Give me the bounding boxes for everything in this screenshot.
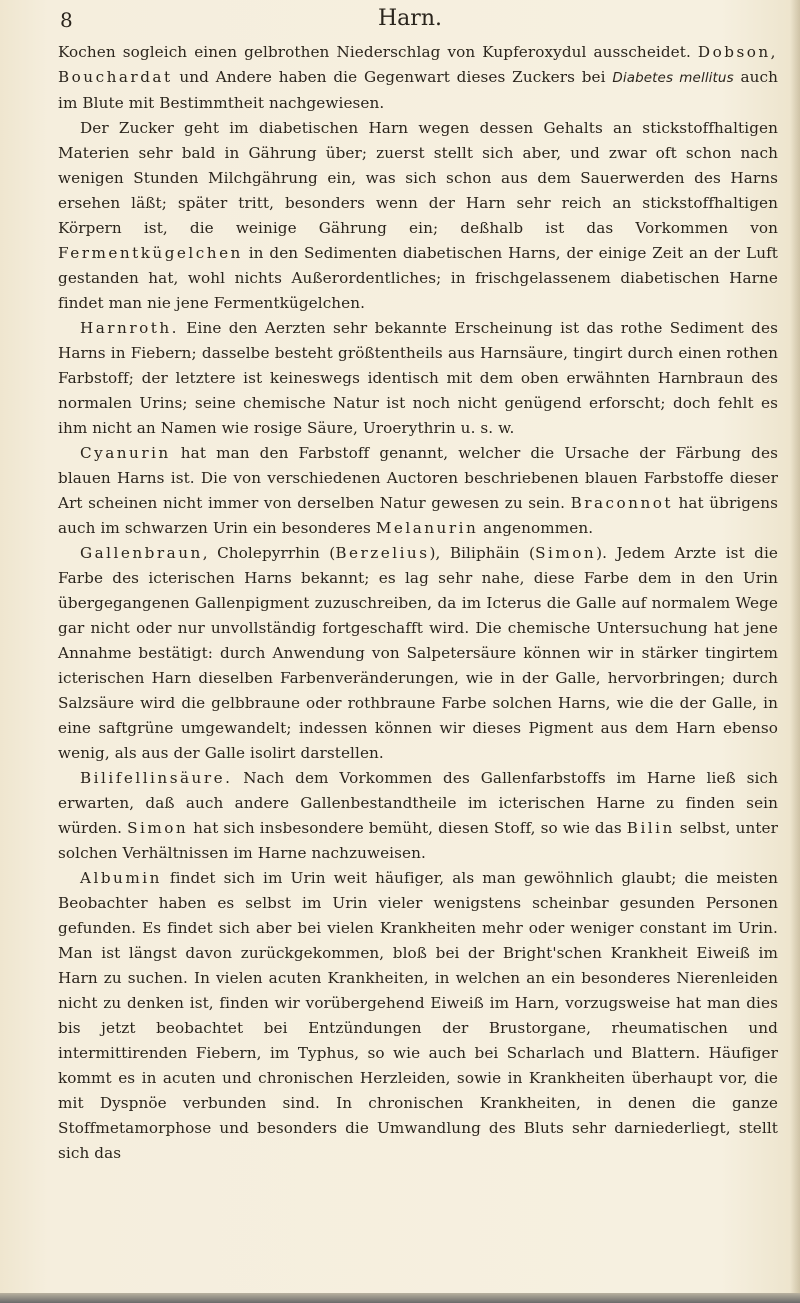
text-run: Eine den Aerzten sehr bekannte Erscheinung ist das rothe Sediment des Harns in Fiebern; dasselbe besteht größtentheils aus Harnsäure, tingirt durch einen rothen Farbstoff; der letztere ist keineswegs identisch mit dem oben erwähnten Harnbraun des normalen Urins; seine chemische Natur ist noch nicht genügend erforscht; doch fehlt es ihm nicht an Namen wie rosige Säure, Uroerythrin u. s. w. (58, 319, 778, 437)
text-run: und Andere haben die Gegenwart dieses Zuckers bei (172, 68, 613, 86)
paragraph (58, 866, 778, 1166)
text-run: hat übrigens auch im schwarzen Urin ein besonderes (58, 494, 778, 537)
paragraph (58, 766, 778, 866)
paragraph (58, 541, 778, 766)
text-run: Nach dem Vorkommen des Gallenfarbstoffs im Harne ließ sich erwarten, daß auch andere Gallenbestandtheile im icterischen Harne zu finden sein würden. (58, 769, 778, 837)
text-run: auch im Blute mit Bestimmtheit nachgewiesen. (58, 68, 778, 112)
spaced-term: Fermentkügelchen (58, 244, 243, 262)
spaced-term: Bilifellinsäure. (80, 769, 233, 787)
spaced-term: Berzelius (335, 544, 430, 562)
page-edge-shadow (790, 0, 800, 1303)
running-head: Harn. (378, 6, 442, 31)
text-run: Der Zucker geht im diabetischen Harn wegen dessen Gehalts an stickstoffhaltigen Materien sehr bald in Gährung über; zuerst stellt sich aber, und zwar oft schon nach wenigen Stunden Milchgährung ein, was sich schon aus dem Sauerwerden des Harns ersehen läßt; später tritt, besonders wenn der Harn sehr reich an stickstoffhaltigen Körpern ist, die weinige Gährung ein; deßhalb ist das Vorkommen von (58, 119, 778, 237)
text-run: selbst, unter solchen Verhältnissen im Harne nachzuweisen. (58, 819, 779, 862)
paragraph (58, 316, 778, 441)
paragraph (58, 441, 778, 541)
text-run: ), Biliphäin ( (429, 544, 536, 562)
scan-bottom-edge (0, 1293, 800, 1303)
spaced-term: Melanurin (375, 519, 479, 537)
spaced-term: Simon (535, 544, 597, 562)
spaced-term: Braconnot (570, 494, 673, 512)
spaced-term: Bilin (626, 819, 675, 837)
spaced-term: Harnroth. (80, 319, 179, 337)
text-run: Kochen sogleich einen gelbrothen Niederschlag von Kupferoxydul ausscheidet. (58, 43, 698, 61)
body-text (58, 40, 778, 1166)
text-run: angenommen. (478, 519, 594, 537)
page-number: 8 (60, 8, 73, 32)
text-run: hat man den Farbstoff genannt, welcher die Ursache der Färbung des blauen Harns ist. Die von verschiedenen Auctoren beschriebenen blauen Farbstoffe dieser Art scheinen nicht immer von derselben Natur gewesen zu sein. (58, 444, 778, 512)
text-run: findet sich im Urin weit häufiger, als man gewöhnlich glaubt; die meisten Beobachter haben es selbst im Urin vieler wenigstens scheinbar gesunden Personen gefunden. Es findet sich aber bei vielen Krankheiten mehr oder weniger constant im Urin. Man ist längst davon zurückgekommen, bloß bei der Bright'schen Krankheit Eiweiß im Harn zu suchen. In vielen acuten Krankheiten, in welchen an ein besonderes Nierenleiden nicht zu denken ist, finden wir vorübergehend Eiweiß im Harn, vorzugsweise hat man dies bis jetzt beobachtet bei Entzündungen der Brustorgane, rheumatischen und intermittirenden Fiebern, im Typhus, so wie auch bei Scharlach und Blattern. Häufiger kommt es in acuten und chronischen Herzleiden, sowie in Krankheiten überhaupt vor, die mit Dyspnöe verbunden sind. In chronischen Krankheiten, in denen die ganze Stoffmetamorphose und besonders die Umwandlung des Bluts sehr darniederliegt, stellt sich das (58, 869, 778, 1162)
spaced-term: Dobson, Bouchardat (58, 43, 778, 86)
spaced-term: Albumin (80, 869, 162, 887)
latin-term: Diabetes mellitus (612, 70, 734, 86)
spaced-term: Gallenbraun (80, 544, 203, 562)
paragraph (58, 116, 778, 316)
page-header (60, 0, 760, 40)
text-run: in den Sedimenten diabetischen Harns, der einige Zeit an der Luft gestanden hat, wohl nichts Außerordentliches; in frischgelassenem diabetischen Harne findet man nie jene Fermentkügelchen. (58, 244, 778, 312)
paragraph (58, 40, 778, 116)
spaced-term: Simon (127, 819, 189, 837)
spaced-term: Cyanurin (80, 444, 171, 462)
text-run: ). Jedem Arzte ist die Farbe des icterischen Harns bekannt; es lag sehr nahe, diese Farbe dem in den Urin übergegangenen Gallenpigment zuzuschreiben, da im Icterus die Galle auf normalem Wege gar nicht oder nur unvollständig fortgeschafft wird. Die chemische Untersuchung hat jene Annahme bestätigt: durch Anwendung von Salpetersäure können wir in stärker tingirtem icterischen Harn dieselben Farbenveränderungen, wie in der Galle, hervorbringen; durch Salzsäure wird die gelbbraune oder rothbraune Farbe solchen Harns, wie die der Galle, in eine saftgrüne umgewandelt; indessen können wir dieses Pigment aus dem Harn ebenso wenig, als aus der Galle isolirt darstellen. (58, 544, 778, 762)
text-run: hat sich insbesondere bemüht, diesen Stoff, so wie das (188, 819, 627, 837)
text-run: , Cholepyrrhin ( (202, 544, 336, 562)
